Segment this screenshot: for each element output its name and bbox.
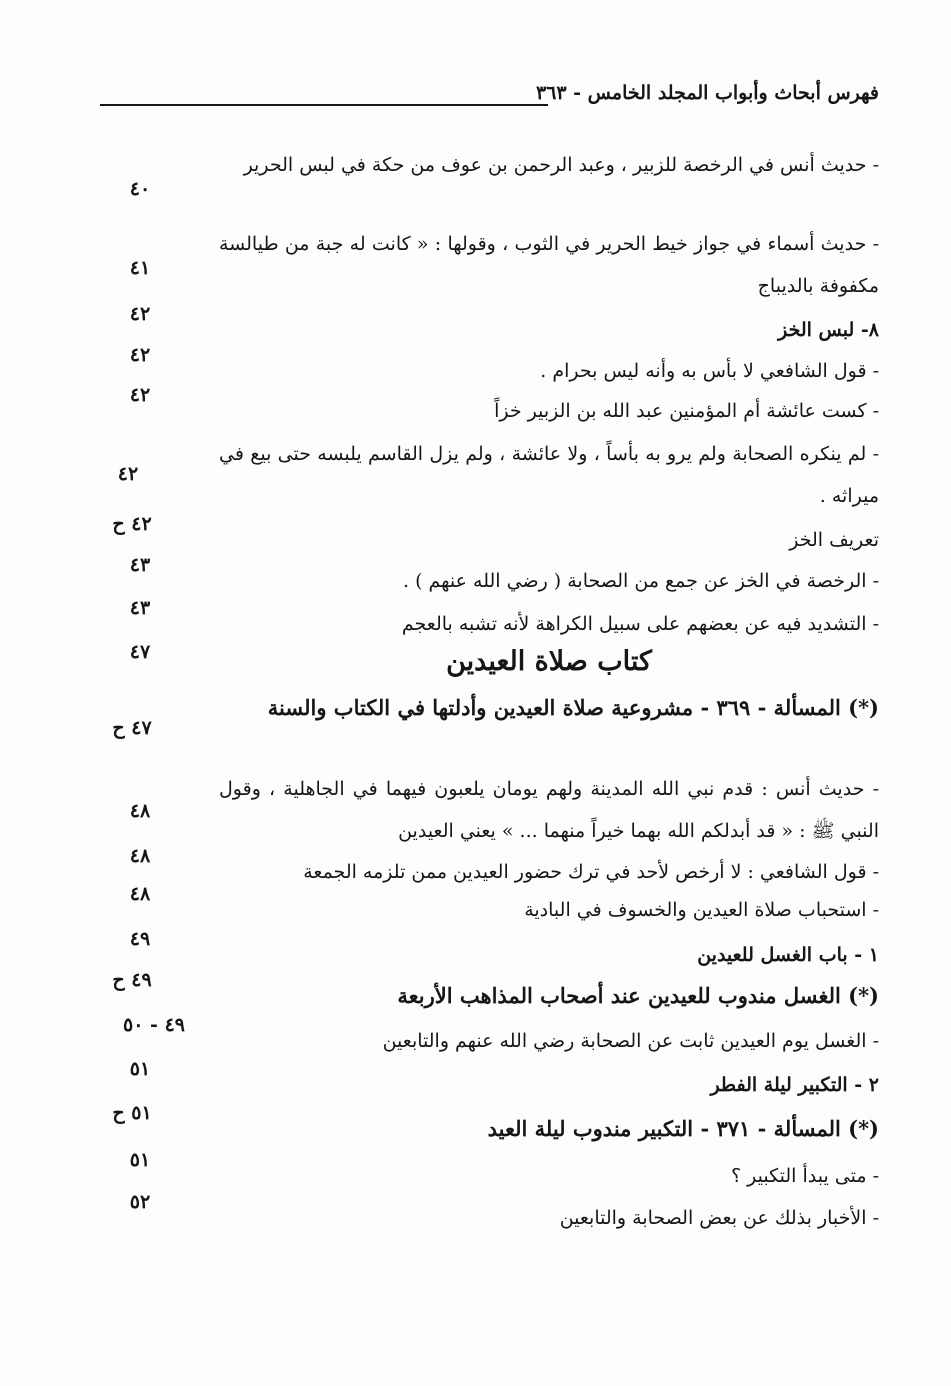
entry-heading: (*) المسألة - ٣٧١ - التكبير مندوب ليلة العيد [487,1116,879,1141]
entry-text: - قول الشافعي لا بأس به وأنه ليس بحرام . [540,360,879,382]
entry-text: - متى يبدأ التكبير ؟ [731,1165,879,1187]
entry-heading: (*) الغسل مندوب للعيدين عند أصحاب المذاهب الأربعة [397,983,879,1008]
entry-text: - الأخبار بذلك عن بعض الصحابة والتابعين [559,1207,879,1229]
entry-text: - حديث أنس : قدم نبي الله المدينة ولهم يومان يلعبون فيهما في الجاهلية ، وقول النبي ﷺ : « قد أبدلكم الله بهما خيراً منهما ... » يعني العيدين [219,778,879,842]
entry-heading: (*) المسألة - ٣٦٩ - مشروعية صلاة العيدين وأدلتها في الكتاب والسنة [267,695,879,720]
entry-page-number: ٥١ ح [112,1102,152,1124]
entry-page-number: ٤٢ [129,344,151,366]
entry-page-number: ٤٠ [129,178,151,200]
entry-page-number: ٤٨ [129,800,151,822]
entry-text: - استحباب صلاة العيدين والخسوف في البادية [524,899,879,921]
entry-page-number: ٥١ [129,1149,151,1171]
entry-heading: ٨- لبس الخز [778,319,879,341]
entry-page-number: ٤٢ [129,303,151,325]
entry-page-number: ٤٣ [129,554,151,576]
entry-text: - الرخصة في الخز عن جمع من الصحابة ( رضي الله عنهم ) . [402,570,879,592]
entry-page-number: ٤٩ [129,928,151,950]
entry-page-number: ٥١ [129,1058,151,1080]
entry-text: - لم ينكره الصحابة ولم يرو به بأساً ، ولا عائشة ، ولم يزل القاسم يلبسه حتى بيع في ميراثه . [219,443,879,507]
entry-text: - التشديد فيه عن بعضهم على سبيل الكراهة لأنه تشبه بالعجم [401,613,879,635]
running-header [100,82,879,114]
entry-text: - حديث أسماء في جواز خيط الحرير في الثوب ، وقولها : « كانت له جبة من طيالسة مكفوفة بالديباج [219,233,879,297]
entry-page-number: ٤٧ [129,641,151,663]
header-title: فهرس أبحاث وأبواب المجلد الخامس - ٣٦٣ [535,82,879,104]
entry-page-number: ٤٢ ح [112,513,152,535]
header-rule [100,104,548,106]
entry-page-number: ٤٢ [129,384,151,406]
entry-page-number: ٤٢ [117,463,139,485]
entry-page-number: ٤٩ - ٥٠ [123,1014,185,1036]
entry-text: تعريف الخز [789,529,879,551]
entry-page-number: ٤٧ ح [112,717,152,739]
entry-text: - الغسل يوم العيدين ثابت عن الصحابة رضي الله عنهم والتابعين [382,1030,879,1052]
entry-text: - حديث أنس في الرخصة للزبير ، وعبد الرحمن بن عوف من حكة في لبس الحرير [243,154,879,176]
entry-heading: ٢ - التكبير ليلة الفطر [710,1074,879,1096]
entry-page-number: ٤٩ ح [112,969,152,991]
entry-page-number: ٤٨ [129,845,151,867]
entry-page-number: ٤٨ [129,883,151,905]
entry-heading: ١ - باب الغسل للعيدين [697,944,879,966]
entry-page-number: ٥٢ [129,1191,151,1213]
book-section-title: كتاب صلاة العيدين [446,646,652,677]
entry-text: - قول الشافعي : لا أرخص لأحد في ترك حضور العيدين ممن تلزمه الجمعة [303,861,879,883]
entry-text: - كست عائشة أم المؤمنين عبد الله بن الزبير خزاً [494,400,879,422]
entry-page-number: ٤١ [129,257,151,279]
entry-page-number: ٤٣ [129,597,151,619]
